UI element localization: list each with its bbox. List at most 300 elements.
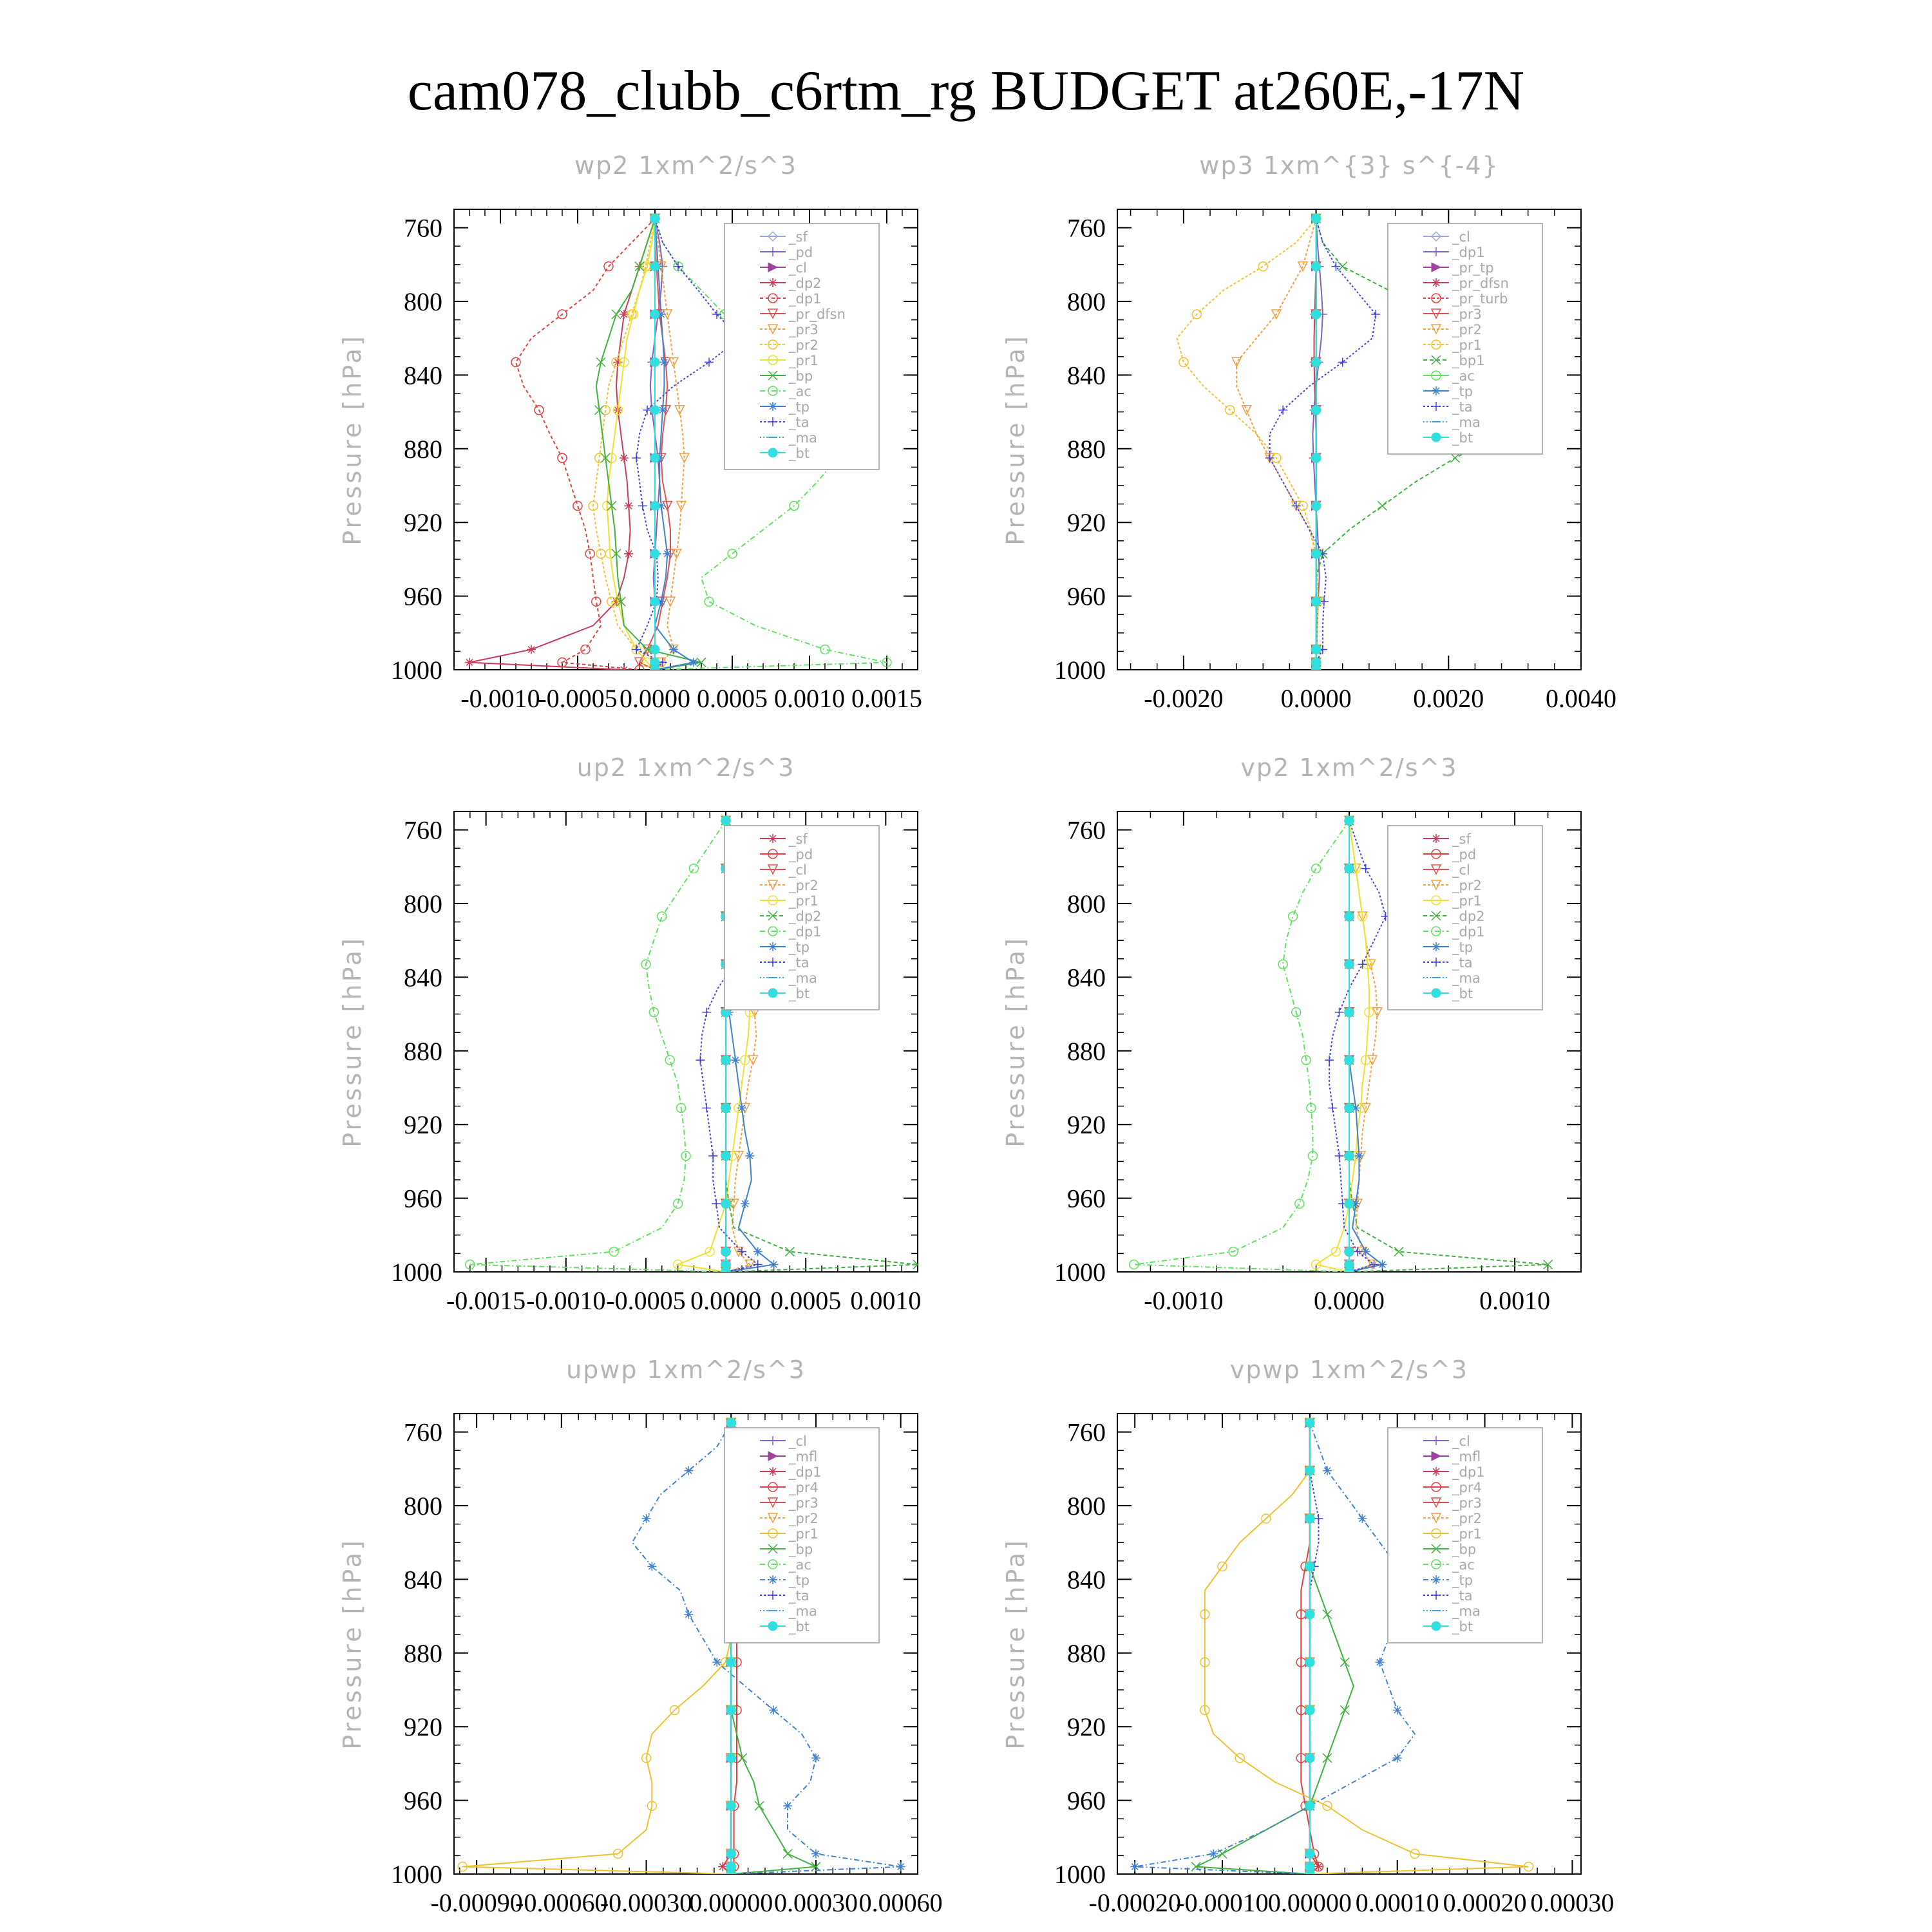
legend-label: _ac — [789, 1557, 811, 1573]
data-point — [708, 1151, 717, 1160]
data-point — [1345, 960, 1354, 969]
data-point — [1312, 549, 1321, 558]
legend-marker — [1432, 278, 1441, 287]
data-point — [1305, 1801, 1314, 1810]
y-tick-label: 760 — [404, 213, 442, 243]
chart-panel-4 — [1001, 753, 1581, 1315]
legend-label: _ma — [789, 430, 817, 446]
x-tick-label: 0.00000 — [689, 1888, 773, 1917]
legend-label: _tp — [1452, 384, 1473, 399]
legend-label: _tp — [1452, 1573, 1473, 1588]
data-point — [1378, 1260, 1387, 1269]
data-point — [689, 658, 698, 667]
legend-label: _pr2 — [1452, 1511, 1482, 1526]
data-point — [665, 1056, 674, 1065]
x-tick-label: 0.0000 — [1314, 1286, 1385, 1315]
subplot-title: wp3 1xm^{3} s^{-4} — [1199, 151, 1499, 180]
data-point — [702, 1008, 711, 1017]
x-tick-label: 0.00010 — [1355, 1888, 1439, 1917]
y-axis-label: Pressure [hPa] — [1001, 936, 1030, 1148]
legend-label: _mfl — [789, 1449, 818, 1464]
legend-marker — [1432, 1622, 1441, 1631]
y-tick-label: 1000 — [391, 656, 442, 685]
legend-label: _pr_tp — [1452, 260, 1494, 276]
legend-marker — [1432, 834, 1441, 843]
y-tick-label: 840 — [404, 1565, 442, 1595]
legend-label: _pr1 — [789, 893, 819, 909]
legend-label: _dp1 — [1452, 245, 1485, 260]
data-point — [702, 1103, 711, 1112]
series-line-tp — [1135, 1423, 1415, 1874]
y-tick-label: 960 — [404, 582, 442, 611]
legend-label: _sf — [1452, 831, 1471, 847]
data-point — [1323, 1754, 1332, 1763]
data-point — [1312, 665, 1321, 674]
y-axis-label: Pressure [hPa] — [1001, 334, 1030, 545]
data-point — [650, 406, 659, 415]
data-point — [1323, 1466, 1332, 1475]
data-point — [1305, 1754, 1314, 1763]
data-point — [721, 816, 730, 825]
y-tick-label: 920 — [1067, 1712, 1106, 1742]
data-point — [650, 357, 659, 366]
y-tick-label: 920 — [404, 1110, 442, 1140]
legend-marker — [768, 278, 777, 287]
legend-label: _bt — [1452, 1619, 1473, 1634]
data-point — [770, 1260, 779, 1269]
legend-label: _cl — [789, 1434, 807, 1449]
legend-marker — [1432, 989, 1441, 998]
data-point — [721, 1056, 730, 1065]
data-point — [1312, 406, 1321, 415]
series-line-dp1 — [470, 820, 726, 1272]
chart-panel-6 — [1001, 1356, 1614, 1917]
y-tick-label: 840 — [1067, 361, 1106, 390]
data-point — [1345, 1199, 1354, 1208]
data-point — [738, 1754, 747, 1763]
legend — [724, 826, 879, 1010]
y-tick-label: 960 — [1067, 1786, 1106, 1815]
data-point — [726, 1801, 735, 1810]
legend-label: _pr2 — [789, 878, 819, 893]
data-point — [624, 549, 633, 558]
y-tick-label: 840 — [1067, 963, 1106, 992]
legend-label: _ac — [1452, 1557, 1475, 1573]
legend-label: _dp1 — [789, 291, 822, 307]
y-tick-label: 1000 — [1054, 1258, 1106, 1287]
x-tick-label: 0.0000 — [620, 684, 690, 713]
x-tick-label: 0.00030 — [773, 1888, 858, 1917]
y-axis-label: Pressure [hPa] — [338, 334, 366, 545]
data-point — [1353, 1247, 1362, 1256]
legend-label: _sf — [789, 229, 808, 245]
legend-label: _bt — [789, 446, 810, 461]
x-tick-label: -0.0015 — [446, 1286, 526, 1315]
data-point — [642, 1514, 651, 1523]
legend-label: _pr3 — [789, 322, 819, 337]
legend-label: _cl — [1452, 229, 1470, 245]
series-line-bp — [1196, 1423, 1354, 1874]
x-tick-label: -0.0020 — [1144, 684, 1224, 713]
y-tick-label: 880 — [1067, 434, 1106, 464]
subplot-title: wp2 1xm^2/s^3 — [574, 151, 797, 180]
data-point — [632, 453, 641, 462]
y-tick-label: 760 — [404, 815, 442, 845]
data-point — [650, 549, 659, 558]
legend-label: _dp2 — [789, 909, 822, 924]
legend-label: _ta — [789, 1588, 810, 1604]
data-point — [581, 645, 590, 654]
data-point — [1323, 1610, 1332, 1619]
data-point — [1312, 357, 1321, 366]
y-tick-label: 1000 — [391, 1258, 442, 1287]
legend-label: _dp2 — [1452, 909, 1485, 924]
data-point — [1325, 1056, 1334, 1065]
y-tick-label: 1000 — [1054, 656, 1106, 685]
y-tick-label: 760 — [1067, 815, 1106, 845]
legend-label: _pr1 — [789, 353, 819, 368]
legend-label: _pd — [789, 847, 813, 862]
data-point — [769, 1705, 778, 1714]
legend-label: _pr_dfsn — [1452, 276, 1509, 291]
legend-label: _bt — [789, 986, 810, 1001]
data-point — [726, 1418, 735, 1427]
panel-grid — [338, 151, 1616, 1917]
data-point — [1345, 1267, 1354, 1276]
data-point — [1345, 1056, 1354, 1065]
legend-label: _ta — [1452, 955, 1473, 971]
subplot-title: upwp 1xm^2/s^3 — [566, 1356, 806, 1384]
legend-label: _tp — [789, 1573, 810, 1588]
legend-label: _ta — [1452, 399, 1473, 415]
legend-label: _bp — [789, 368, 813, 384]
legend-label: _cl — [789, 260, 807, 276]
data-point — [1312, 262, 1321, 271]
legend-label: _dp1 — [1452, 1464, 1485, 1480]
data-point — [650, 645, 659, 654]
data-point — [1393, 1705, 1402, 1714]
legend-label: _pr2 — [789, 337, 819, 353]
data-point — [755, 1801, 764, 1810]
legend-marker — [768, 989, 777, 998]
data-point — [620, 665, 629, 674]
y-tick-label: 880 — [1067, 1036, 1106, 1066]
legend-label: _pd — [789, 245, 813, 260]
data-point — [1305, 1610, 1314, 1619]
subplot-title: vpwp 1xm^2/s^3 — [1229, 1356, 1469, 1384]
chart-panel-2 — [1001, 151, 1616, 713]
legend-label: _tp — [1452, 940, 1473, 955]
y-tick-label: 1000 — [1054, 1860, 1106, 1889]
y-axis-label: Pressure [hPa] — [338, 1538, 366, 1750]
legend-label: _ma — [1452, 1604, 1481, 1619]
data-point — [731, 1056, 740, 1065]
x-tick-label: 0.0005 — [697, 684, 768, 713]
legend-label: _dp1 — [1452, 924, 1485, 940]
data-point — [650, 665, 659, 674]
data-point — [696, 1056, 705, 1065]
legend-label: _dp1 — [789, 1464, 822, 1480]
data-point — [726, 1870, 735, 1879]
y-tick-label: 760 — [404, 1417, 442, 1447]
data-point — [745, 1151, 754, 1160]
data-point — [1335, 1008, 1344, 1017]
data-point — [1451, 453, 1460, 462]
data-point — [1345, 912, 1354, 921]
y-tick-label: 880 — [1067, 1638, 1106, 1668]
x-tick-label: -0.00060 — [515, 1888, 608, 1917]
data-point — [1130, 1862, 1139, 1871]
data-point — [783, 1850, 792, 1859]
x-tick-label: -0.0010 — [1144, 1286, 1224, 1315]
legend-label: _ma — [789, 971, 817, 986]
x-tick-label: 0.00030 — [1530, 1888, 1615, 1917]
y-tick-label: 800 — [404, 287, 442, 316]
x-tick-label: 0.0010 — [1479, 1286, 1551, 1315]
data-point — [721, 1103, 730, 1112]
data-point — [1376, 1658, 1385, 1667]
legend-label: _ac — [789, 384, 811, 399]
data-point — [1258, 262, 1267, 271]
series-line-dp1 — [1134, 820, 1349, 1272]
data-point — [650, 310, 659, 319]
data-point — [1358, 1514, 1367, 1523]
x-tick-label: -0.00020 — [1088, 1888, 1181, 1917]
legend-label: _cl — [1452, 862, 1470, 878]
data-point — [1312, 310, 1321, 319]
data-point — [465, 658, 474, 667]
data-point — [658, 912, 667, 921]
legend-label: _pr3 — [789, 1495, 819, 1511]
x-tick-label: -0.0010 — [460, 684, 540, 713]
y-tick-label: 920 — [404, 508, 442, 538]
legend-label: _mfl — [1452, 1449, 1481, 1464]
data-point — [1305, 1514, 1314, 1523]
data-point — [1345, 1103, 1354, 1112]
data-point — [721, 1199, 730, 1208]
y-tick-label: 800 — [1067, 889, 1106, 918]
x-tick-label: -0.00010 — [1176, 1888, 1269, 1917]
legend-marker — [1432, 1467, 1441, 1476]
data-point — [1305, 1850, 1314, 1859]
data-point — [1345, 816, 1354, 825]
series-line-dp2 — [469, 218, 655, 670]
legend-label: _pr1 — [1452, 893, 1482, 909]
y-axis-label: Pressure [hPa] — [338, 936, 366, 1148]
legend-label: _ta — [789, 415, 810, 430]
legend-label: _pr4 — [789, 1480, 819, 1495]
data-point — [718, 1862, 727, 1871]
x-tick-label: 0.0000 — [690, 1286, 762, 1315]
data-point — [1361, 864, 1370, 873]
data-point — [684, 1610, 693, 1619]
legend-label: _sf — [789, 831, 808, 847]
legend-marker — [768, 1467, 777, 1476]
data-point — [1358, 960, 1367, 969]
data-point — [674, 1199, 683, 1208]
data-point — [726, 1658, 735, 1667]
data-point — [741, 1199, 750, 1208]
chart-panel-5 — [338, 1356, 943, 1917]
data-point — [896, 1862, 905, 1871]
data-point — [1312, 645, 1321, 654]
legend-label: _cl — [789, 862, 807, 878]
x-tick-label: -0.0005 — [606, 1286, 686, 1315]
data-point — [647, 1562, 656, 1571]
x-tick-label: -0.0010 — [526, 1286, 606, 1315]
legend — [1388, 223, 1542, 454]
legend-marker — [768, 834, 777, 843]
data-point — [1289, 912, 1298, 921]
y-tick-label: 920 — [1067, 508, 1106, 538]
y-tick-label: 960 — [1067, 1184, 1106, 1213]
legend-label: _pr_turb — [1452, 291, 1508, 307]
data-point — [1312, 501, 1321, 510]
legend-label: _bp — [1452, 1542, 1477, 1557]
data-point — [650, 597, 659, 606]
legend-label: _bt — [789, 1619, 810, 1634]
legend-label: _pr3 — [1452, 1495, 1482, 1511]
y-tick-label: 880 — [404, 1638, 442, 1668]
data-point — [1312, 453, 1321, 462]
legend-label: _dp1 — [789, 924, 822, 940]
x-tick-label: 0.0015 — [851, 684, 922, 713]
legend-label: _bt — [1452, 430, 1473, 446]
legend-marker — [768, 942, 777, 951]
data-point — [1345, 1008, 1354, 1017]
data-point — [1305, 1705, 1314, 1714]
legend-label: _bp1 — [1452, 353, 1485, 368]
legend-label: _ma — [1452, 415, 1481, 430]
data-point — [1305, 1466, 1314, 1475]
data-point — [638, 501, 647, 510]
y-tick-label: 960 — [404, 1786, 442, 1815]
y-tick-label: 960 — [1067, 582, 1106, 611]
data-point — [721, 1247, 730, 1256]
legend-label: _pr1 — [1452, 337, 1482, 353]
x-tick-label: 0.00020 — [1443, 1888, 1527, 1917]
x-tick-label: 0.00060 — [858, 1888, 943, 1917]
y-tick-label: 920 — [404, 1712, 442, 1742]
subplot-title: vp2 1xm^2/s^3 — [1240, 753, 1458, 782]
figure-title: cam078_clubb_c6rtm_rg BUDGET at260E,-17N — [407, 60, 1525, 122]
x-tick-label: -0.00030 — [600, 1888, 693, 1917]
data-point — [650, 214, 659, 223]
data-point — [650, 262, 659, 271]
legend-label: _pr1 — [789, 1526, 819, 1542]
data-point — [624, 501, 633, 510]
legend-label: _pr2 — [1452, 878, 1482, 893]
y-tick-label: 960 — [404, 1184, 442, 1213]
y-tick-label: 800 — [1067, 287, 1106, 316]
legend-marker — [768, 402, 777, 411]
data-point — [659, 357, 668, 366]
y-tick-label: 800 — [404, 1492, 442, 1520]
y-tick-label: 880 — [404, 1036, 442, 1066]
legend-label: _ta — [1452, 1588, 1473, 1604]
data-point — [527, 645, 536, 654]
legend-label: _pr4 — [1452, 1480, 1482, 1495]
data-point — [511, 357, 520, 366]
data-point — [712, 310, 721, 319]
data-point — [1345, 1151, 1354, 1160]
data-point — [1338, 357, 1347, 366]
y-tick-label: 760 — [1067, 213, 1106, 243]
legend-marker — [768, 1622, 777, 1631]
data-point — [726, 1850, 735, 1859]
data-point — [712, 1658, 721, 1667]
data-point — [1378, 501, 1387, 510]
legend-label: _ma — [789, 1604, 817, 1619]
data-point — [1305, 1870, 1314, 1879]
data-point — [1340, 1705, 1349, 1714]
data-point — [689, 864, 698, 873]
legend-marker — [1432, 1575, 1441, 1584]
x-tick-label: 0.0000 — [1280, 684, 1352, 713]
data-point — [684, 1466, 693, 1475]
data-point — [1278, 960, 1287, 969]
data-point — [612, 310, 621, 319]
data-point — [712, 1199, 721, 1208]
data-point — [726, 1705, 735, 1714]
x-tick-label: -0.0005 — [538, 684, 618, 713]
legend — [724, 1428, 879, 1643]
legend — [1388, 1428, 1542, 1643]
legend — [1388, 826, 1542, 1010]
legend-label: _pd — [1452, 847, 1477, 862]
legend — [724, 223, 879, 469]
x-tick-label: -0.00090 — [430, 1888, 523, 1917]
legend-marker — [1432, 433, 1441, 442]
x-tick-label: 0.0040 — [1546, 684, 1616, 713]
x-tick-label: 0.0020 — [1413, 684, 1484, 713]
y-tick-label: 840 — [1067, 1565, 1106, 1595]
data-point — [620, 453, 629, 462]
legend-label: _pr1 — [1452, 1526, 1482, 1542]
y-tick-label: 800 — [1067, 1492, 1106, 1520]
legend-label: _ma — [1452, 971, 1481, 986]
data-point — [728, 549, 737, 558]
y-tick-label: 760 — [1067, 1417, 1106, 1447]
data-point — [1335, 1151, 1344, 1160]
data-point — [721, 1151, 730, 1160]
data-point — [721, 1267, 730, 1276]
data-point — [1345, 864, 1354, 873]
legend-label: _cl — [1452, 1434, 1470, 1449]
data-point — [811, 1850, 820, 1859]
y-tick-label: 880 — [404, 434, 442, 464]
x-tick-label: 0.0010 — [774, 684, 845, 713]
legend-label: _ac — [1452, 368, 1475, 384]
chart-panel-1 — [338, 151, 922, 713]
data-point — [1345, 1247, 1354, 1256]
y-tick-label: 840 — [404, 361, 442, 390]
data-point — [1305, 1562, 1314, 1571]
legend-label: _ta — [789, 955, 810, 971]
legend-label: _pr2 — [1452, 322, 1482, 337]
legend-label: _dp2 — [789, 276, 822, 291]
data-point — [1312, 214, 1321, 223]
legend-marker — [768, 448, 777, 457]
series-line-pr2 — [1236, 218, 1318, 670]
data-point — [1312, 597, 1321, 606]
y-tick-label: 840 — [404, 963, 442, 992]
chart-panel-3 — [338, 753, 922, 1315]
y-tick-label: 920 — [1067, 1110, 1106, 1140]
legend-marker — [1432, 942, 1441, 951]
legend-marker — [1432, 386, 1441, 395]
data-point — [1305, 1658, 1314, 1667]
